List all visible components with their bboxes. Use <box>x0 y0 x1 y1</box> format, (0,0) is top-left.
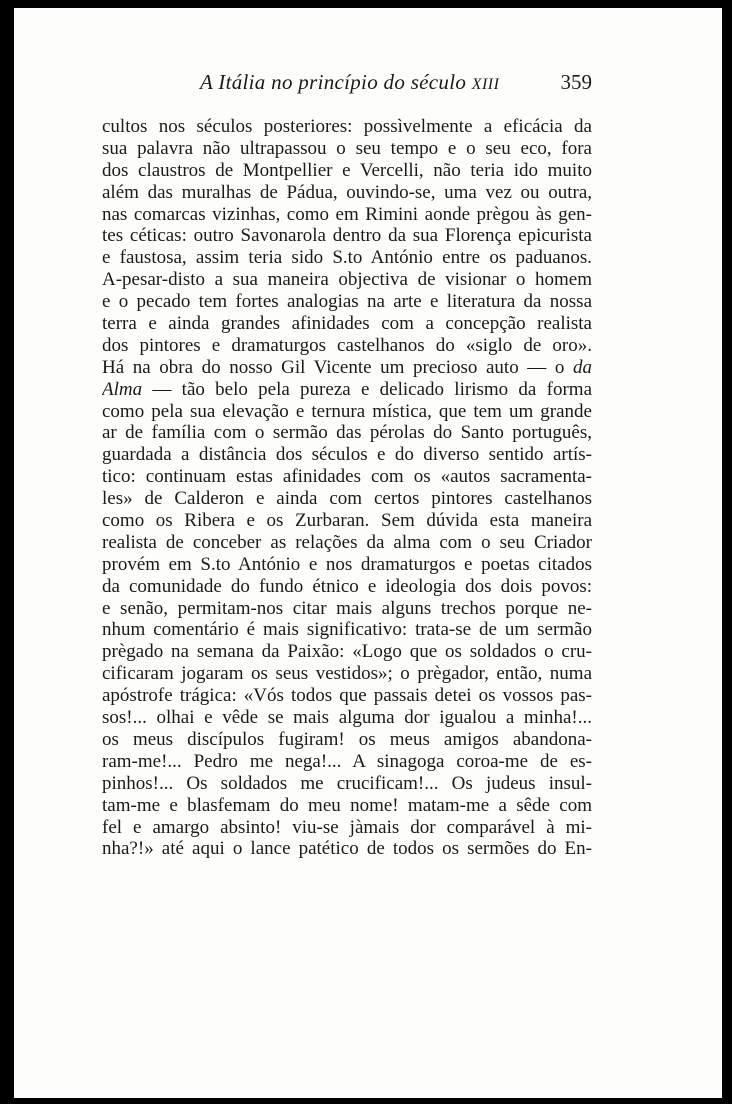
running-header <box>200 70 592 98</box>
text-line: e faustosa, assim teria sido S.to António entre os paduanos. <box>102 247 592 269</box>
text-line: e senão, permitam-nos citar mais alguns trechos porque ne- <box>102 597 592 619</box>
text-line: les» de Calderon e ainda com certos pintores castelhanos <box>102 488 592 510</box>
italic-title-alma: Alma <box>102 378 143 400</box>
text-line: terra e ainda grandes afinidades com a concepção realista <box>102 313 592 335</box>
text-line: da comunidade do fundo étnico e ideologia dos dois povos: <box>102 575 592 597</box>
text-line: Há na obra do nosso Gil Vicente um precioso auto — o da <box>102 356 592 378</box>
text-line: como os Ribera e os Zurbaran. Sem dúvida esta maneira <box>102 510 592 532</box>
text-line: ar de família com o sermão das pérolas do Santo português, <box>102 422 592 444</box>
text-line: além das muralhas de Pádua, ouvindo-se, uma vez ou outra, <box>102 181 592 203</box>
text-line: os meus discípulos fugiram! os meus amigos abandona- <box>102 728 592 750</box>
text-line: nha?!» até aqui o lance patético de todos os sermões do En- <box>102 838 592 860</box>
text-line: dos pintores e dramaturgos castelhanos do «siglo de oro». <box>102 334 592 356</box>
body-text <box>102 116 592 860</box>
page-number: 359 <box>560 70 592 94</box>
text-line: tico: continuam estas afinidades com os «autos sacramenta- <box>102 466 592 488</box>
text-line: ram-me!... Pedro me nega!... A sinagoga coroa-me de es- <box>102 750 592 772</box>
book-page <box>14 8 722 1098</box>
text-line: sua palavra não ultrapassou o seu tempo e o seu eco, fora <box>102 137 592 159</box>
text-line: apóstrofe trágica: «Vós todos que passais detei os vossos pas- <box>102 685 592 707</box>
text-line: Alma — tão belo pela pureza e delicado lirismo da forma <box>102 378 592 400</box>
text-line: fel e amargo absinto! viu-se jàmais dor comparável à mi- <box>102 816 592 838</box>
text-line: dos claustros de Montpellier e Vercelli, não teria ido muito <box>102 159 592 181</box>
text-line: e o pecado tem fortes analogias na arte e literatura da nossa <box>102 291 592 313</box>
text-line: provém em S.to António e nos dramaturgos e poetas citados <box>102 553 592 575</box>
text-line: cificaram jogaram os seus vestidos»; o prègador, então, numa <box>102 663 592 685</box>
text-line: tes céticas: outro Savonarola dentro da sua Florença epicurista <box>102 225 592 247</box>
text-line: prègado na semana da Paixão: «Logo que os soldados o cru- <box>102 641 592 663</box>
text-line: nas comarcas vizinhas, como em Rimini aonde prègou às gen- <box>102 203 592 225</box>
text-line: realista de conceber as relações da alma com o seu Criador <box>102 531 592 553</box>
text-line: como pela sua elevação e ternura mística, que tem um grande <box>102 400 592 422</box>
text-line: nhum comentário é mais significativo: trata-se de um sermão <box>102 619 592 641</box>
text-line: tam-me e blasfemam do meu nome! matam-me a sêde com <box>102 794 592 816</box>
text-line: pinhos!... Os soldados me crucificam!... Os judeus insul- <box>102 772 592 794</box>
text-line: guardada a distância dos séculos e do diverso sentido artís- <box>102 444 592 466</box>
italic-title-da: da <box>573 356 592 378</box>
running-title: A Itália no princípio do século XIII <box>200 70 500 94</box>
running-title-century: XIII <box>471 76 500 93</box>
text-line: A-pesar-disto a sua maneira objectiva de visionar o homem <box>102 269 592 291</box>
text-line: sos!... olhai e vêde se mais alguma dor igualou a minha!... <box>102 707 592 729</box>
text-line: cultos nos séculos posteriores: possìvelmente a eficácia da <box>102 116 592 137</box>
